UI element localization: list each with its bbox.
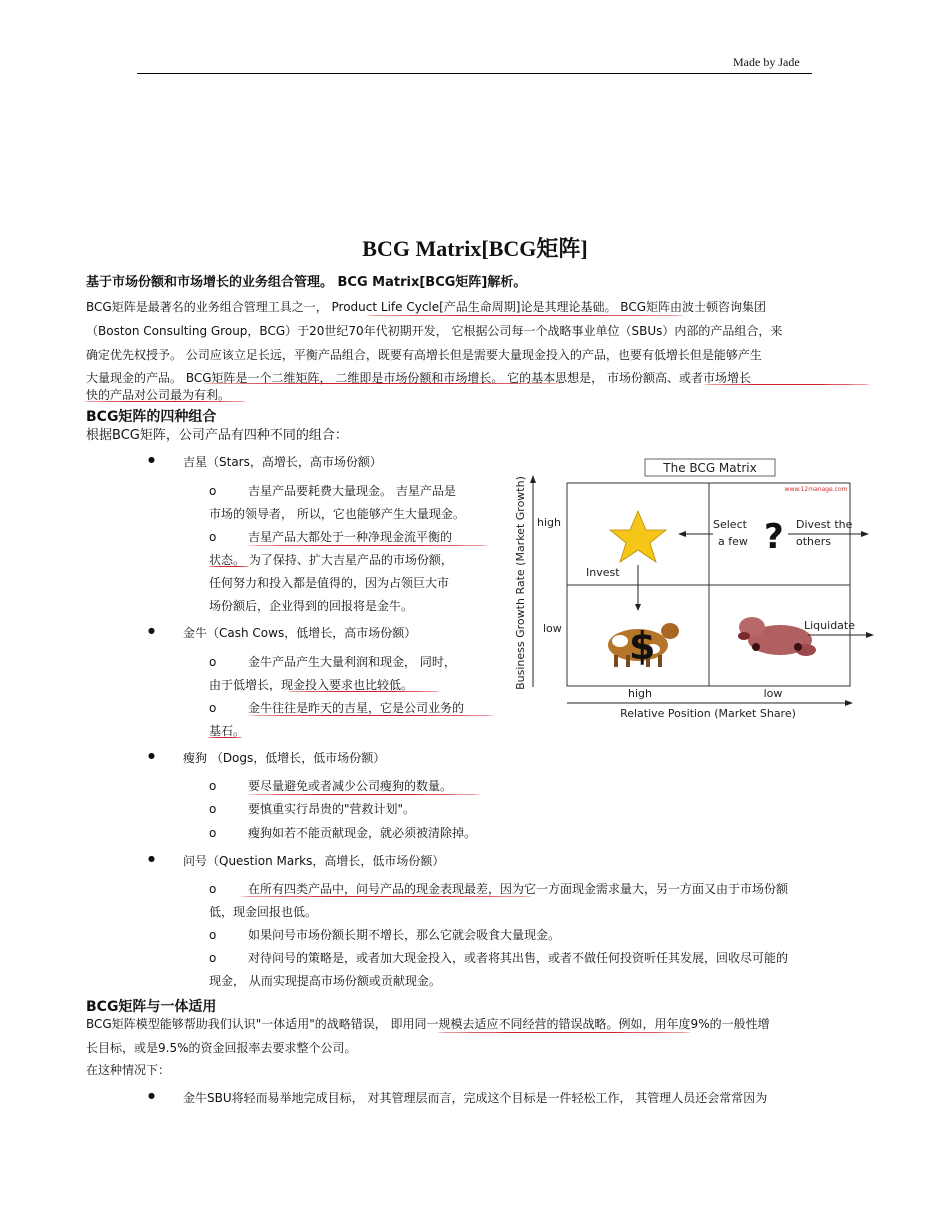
stars-item-2-line-2: 状态。 为了保持、扩大吉星产品的市场份额，	[209, 553, 453, 567]
annotation-underline	[248, 545, 488, 546]
annotation-underline	[248, 715, 494, 716]
dogs-item-1: 要尽量避免或者减少公司瘦狗的数量。	[248, 779, 453, 793]
intro-line-2: （Boston Consulting Group，BCG）于20世纪70年代初期开发， 它根据公司每一个战略事业单位（SBUs）内部的产品组合，来	[86, 324, 783, 338]
page-title: BCG Matrix[BCG矩阵]	[362, 236, 588, 261]
x-axis-arrow-icon	[845, 700, 853, 706]
bullet-icon: ●	[148, 1091, 155, 1100]
stars-item-2-line-4: 场份额后，企业得到的回报将是金牛。	[209, 599, 414, 613]
annotation-underline	[248, 794, 480, 795]
bullet-icon: ●	[148, 854, 155, 863]
fit-line-3: 在这种情况下：	[86, 1063, 171, 1077]
four-lead: 根据BCG矩阵，公司产品有四种不同的组合：	[86, 428, 348, 443]
x-high-label: high	[628, 687, 652, 700]
fit-bullet: 金牛SBU将轻而易举地完成目标， 对其管理层而言，完成这个目标是一件轻松工作， 其管理人员还会常常因为	[183, 1091, 768, 1105]
intro-line-4: 大量现金的产品。 BCG矩阵是一个二维矩阵， 二维即是市场份额和市场增长。 它的基本思想是， 市场份额高、或者市场增长	[86, 371, 751, 385]
select-label: Select	[713, 518, 747, 531]
dollar-sign-icon: $	[629, 624, 656, 668]
a-few-label: a few	[718, 535, 748, 548]
question-mark-icon: ?	[764, 517, 784, 557]
stars-item-1-line-2: 市场的领导者， 所以，它也能够产生大量现金。	[209, 507, 465, 521]
figure-url: www.12manage.com	[784, 486, 848, 493]
bullet-icon: ●	[148, 455, 155, 464]
x-axis-label: Relative Position (Market Share)	[620, 707, 796, 720]
header-author: Made by Jade	[733, 55, 800, 69]
stars-label: 吉星（Stars，高增长，高市场份额）	[183, 455, 382, 469]
x-low-label: low	[763, 687, 783, 700]
fit-line-1: BCG矩阵模型能够帮助我们认识"一体适用"的战略错误， 即用同一规模去适应不同经营的错误战略。例如，用年度9%的一般性增	[86, 1017, 770, 1031]
annotation-underline	[366, 315, 684, 316]
dogs-label: 瘦狗 （Dogs，低增长，低市场份额）	[183, 751, 386, 765]
sub-bullet-icon: o	[209, 951, 217, 965]
dogs-item-2: 要慎重实行昂贵的"营救计划"。	[248, 802, 416, 816]
intro-heading: 基于市场份额和市场增长的业务组合管理。 BCG Matrix[BCG矩阵]解析。	[86, 275, 527, 290]
cows-item-1-line-1: 金牛产品产生大量利润和现金， 同时，	[248, 655, 456, 669]
cows-item-2-line-2: 基石。	[209, 724, 246, 738]
section-heading-fit: BCG矩阵与一体适用	[86, 999, 217, 1015]
stars-item-1-line-1: 吉星产品要耗费大量现金。 吉星产品是	[248, 484, 456, 498]
sub-bullet-icon: o	[209, 530, 217, 544]
annotation-underline	[240, 896, 532, 897]
divest-arrow-icon	[861, 531, 869, 537]
sub-bullet-icon: o	[209, 882, 217, 896]
annotation-underline	[84, 401, 246, 402]
intro-line-5: 快的产品对公司最为有利。	[86, 388, 231, 402]
cows-item-1-line-2: 由于低增长，现金投入要求也比较低。	[209, 678, 414, 692]
annotation-underline	[437, 1032, 691, 1033]
y-axis-arrow-icon	[530, 475, 536, 483]
questions-item-2: 如果问号市场份额长期不增长，那么它就会吸食大量现金。	[248, 928, 561, 942]
questions-label: 问号（Question Marks，高增长，低市场份额）	[183, 854, 445, 868]
questions-item-1-line-1: 在所有四类产品中，问号产品的现金表现最差，因为它一方面现金需求量大，另一方面又由于市场份额	[248, 882, 789, 896]
sub-bullet-icon: o	[209, 779, 217, 793]
cows-label: 金牛（Cash Cows，低增长，高市场份额）	[183, 626, 417, 640]
sub-bullet-icon: o	[209, 655, 217, 669]
questions-item-3-line-1: 对待问号的策略是，或者加大现金投入，或者将其出售，或者不做任何投资听任其发展，回收尽可能的	[248, 951, 789, 965]
sub-bullet-icon: o	[209, 826, 217, 840]
y-axis-label: Business Growth Rate (Market Growth)	[514, 476, 527, 690]
section-heading-four: BCG矩阵的四种组合	[86, 409, 217, 425]
sub-bullet-icon: o	[209, 484, 217, 498]
annotation-underline	[203, 383, 563, 384]
liquidate-label: Liquidate	[804, 619, 855, 632]
divest-label: Divest the	[796, 518, 853, 531]
sub-bullet-icon: o	[209, 802, 217, 816]
sub-bullet-icon: o	[209, 928, 217, 942]
annotation-underline	[208, 737, 242, 738]
stars-item-2-line-3: 任何努力和投入都是值得的，因为占领巨大市	[209, 576, 450, 590]
invest-label: Invest	[586, 566, 620, 579]
header-rule	[137, 73, 812, 74]
y-low-label: low	[543, 622, 562, 635]
annotation-underline	[288, 691, 440, 692]
figure-title: The BCG Matrix	[663, 461, 757, 475]
dogs-item-3: 瘦狗如若不能贡献现金，就必须被清除掉。	[248, 826, 477, 840]
questions-item-3-line-2: 现金， 从而实现提高市场份额或贡献现金。	[209, 974, 441, 988]
bullet-icon: ●	[148, 751, 155, 760]
liquidate-arrow-icon	[866, 632, 874, 638]
others-label: others	[796, 535, 832, 548]
bullet-icon: ●	[148, 626, 155, 635]
cows-item-2-line-1: 金牛往往是昨天的吉星，它是公司业务的	[248, 701, 465, 715]
intro-line-1: BCG矩阵是最著名的业务组合管理工具之一， Product Life Cycle[产品生命周期]论是其理论基础。 BCG矩阵由波士顿咨询集团	[86, 300, 767, 314]
fit-line-2: 长目标，或是9.5%的资金回报率去要求整个公司。	[86, 1041, 357, 1055]
y-high-label: high	[537, 516, 561, 529]
questions-item-1-line-2: 低，现金回报也低。	[209, 905, 318, 919]
annotation-underline	[704, 384, 870, 385]
annotation-underline	[209, 566, 249, 567]
sub-bullet-icon: o	[209, 701, 217, 715]
stars-item-2-line-1: 吉星产品大都处于一种净现金流平衡的	[248, 530, 453, 544]
bcg-matrix-figure	[508, 455, 880, 725]
intro-line-3: 确定优先权授予。 公司应该立足长远，平衡产品组合，既要有高增长但是需要大量现金投入的产品，也要有低增长但是能够产生	[86, 348, 762, 362]
